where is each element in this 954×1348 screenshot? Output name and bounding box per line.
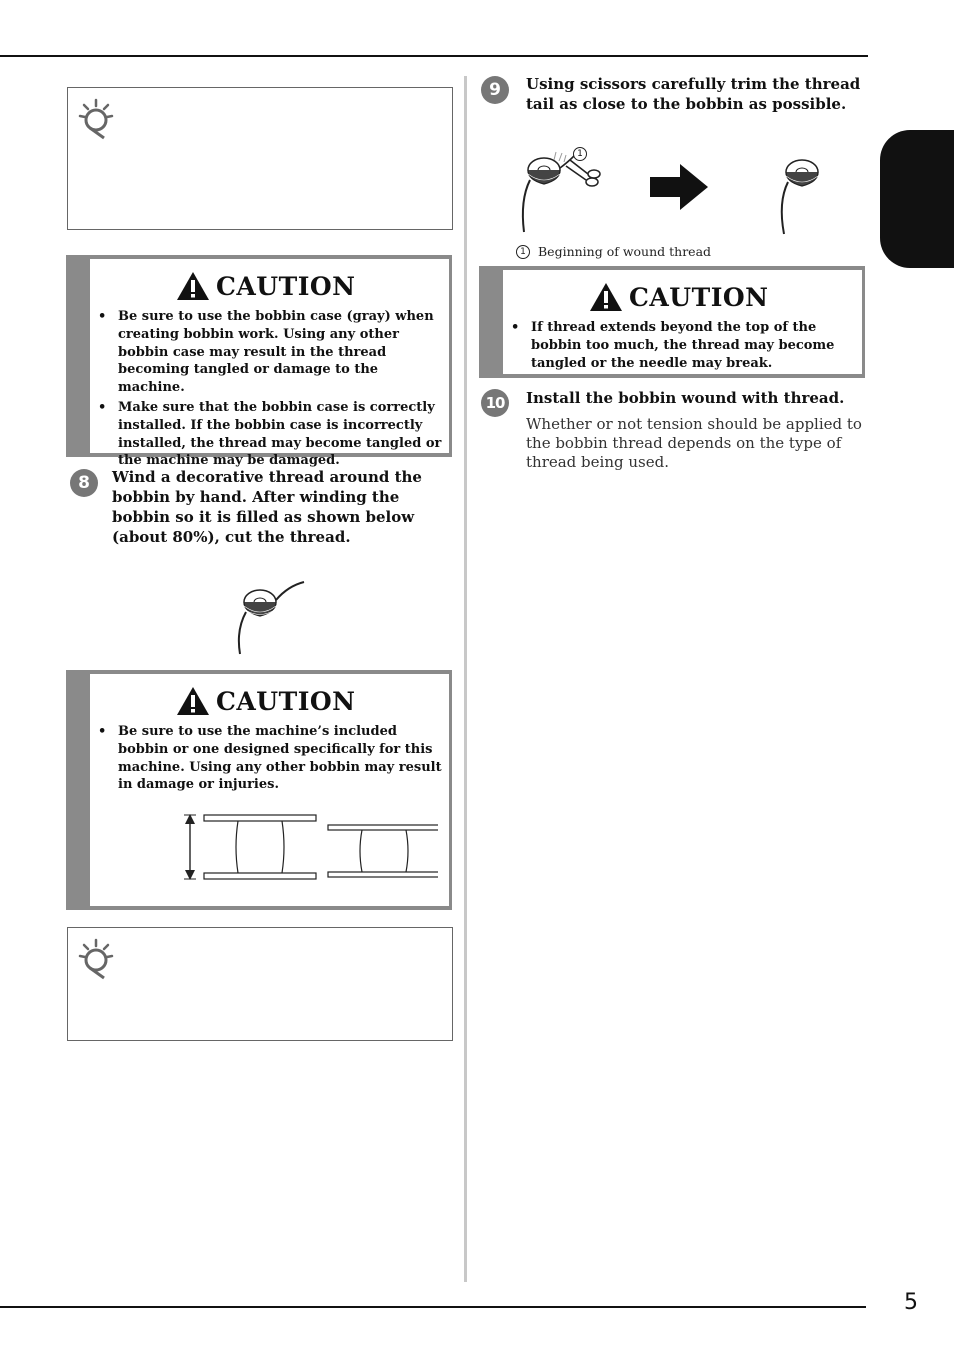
caution-box-thread-extends <box>479 266 865 378</box>
caution-list <box>507 319 861 372</box>
callout-1: 1 <box>573 141 587 161</box>
caution-item: • Make sure that the bobbin case is correctly installed. If the bobbin case is incorrectly installed, the thread may become tangled or the machine may be damaged. <box>94 399 446 470</box>
caution-list <box>94 723 446 794</box>
warning-triangle-icon <box>176 686 210 716</box>
step-9-badge: 9 <box>481 76 509 104</box>
caution-box-included-bobbin <box>66 670 452 910</box>
step-10-text: Install the bobbin wound with thread. <box>526 389 845 407</box>
caution-title: CAUTION <box>176 686 356 716</box>
note-box-bottom <box>67 927 453 1041</box>
step-9-text: Using scissors carefully trim the thread tail as close to the bobbin as possible. <box>526 75 861 113</box>
page-number: 5 <box>904 1290 918 1315</box>
warning-triangle-icon <box>589 282 623 312</box>
note-box-top <box>67 87 453 230</box>
step-10-description: Whether or not tension should be applied to the bobbin thread depends on the type of thread being used. <box>526 415 862 471</box>
illustration-caption: 1 Beginning of wound thread <box>516 244 711 259</box>
right-arrow-icon <box>650 164 708 210</box>
caution-item: • Be sure to use the bobbin case (gray) when creating bobbin work. Using any other bobbin case may result in the thread becoming tangled or damage to the machine. <box>94 308 446 397</box>
caution-list <box>94 308 446 470</box>
caution-item: • If thread extends beyond the top of the bobbin too much, the thread may become tangled or the needle may break. <box>507 319 861 372</box>
lightbulb-note-icon <box>76 936 116 982</box>
caution-title: CAUTION <box>176 271 356 301</box>
bottom-rule <box>0 1306 866 1308</box>
wound-bobbin-illustration <box>232 578 308 658</box>
bobbin-after-trim-illustration <box>772 156 828 236</box>
bobbin-size-diagram <box>178 812 438 884</box>
bobbin-before-trim-illustration <box>514 140 606 236</box>
top-rule <box>0 55 868 57</box>
caution-title: CAUTION <box>589 282 769 312</box>
column-divider <box>464 76 467 1282</box>
step-8-badge: 8 <box>70 469 98 497</box>
warning-triangle-icon <box>176 271 210 301</box>
caution-box-bobbin-case <box>66 255 452 469</box>
lightbulb-note-icon <box>76 96 116 142</box>
caution-item: • Be sure to use the machine’s included bobbin or one designed specifically for this machine. Using any other bobbin may result in damage or injuries. <box>94 723 446 794</box>
step-10-badge: 10 <box>481 389 509 417</box>
step-8-text: Wind a decorative thread around the bobbin by hand. After winding the bobbin so it is filled as shown below (about 80%), cut the thread. <box>112 468 422 546</box>
chapter-thumb-tab <box>880 130 954 268</box>
